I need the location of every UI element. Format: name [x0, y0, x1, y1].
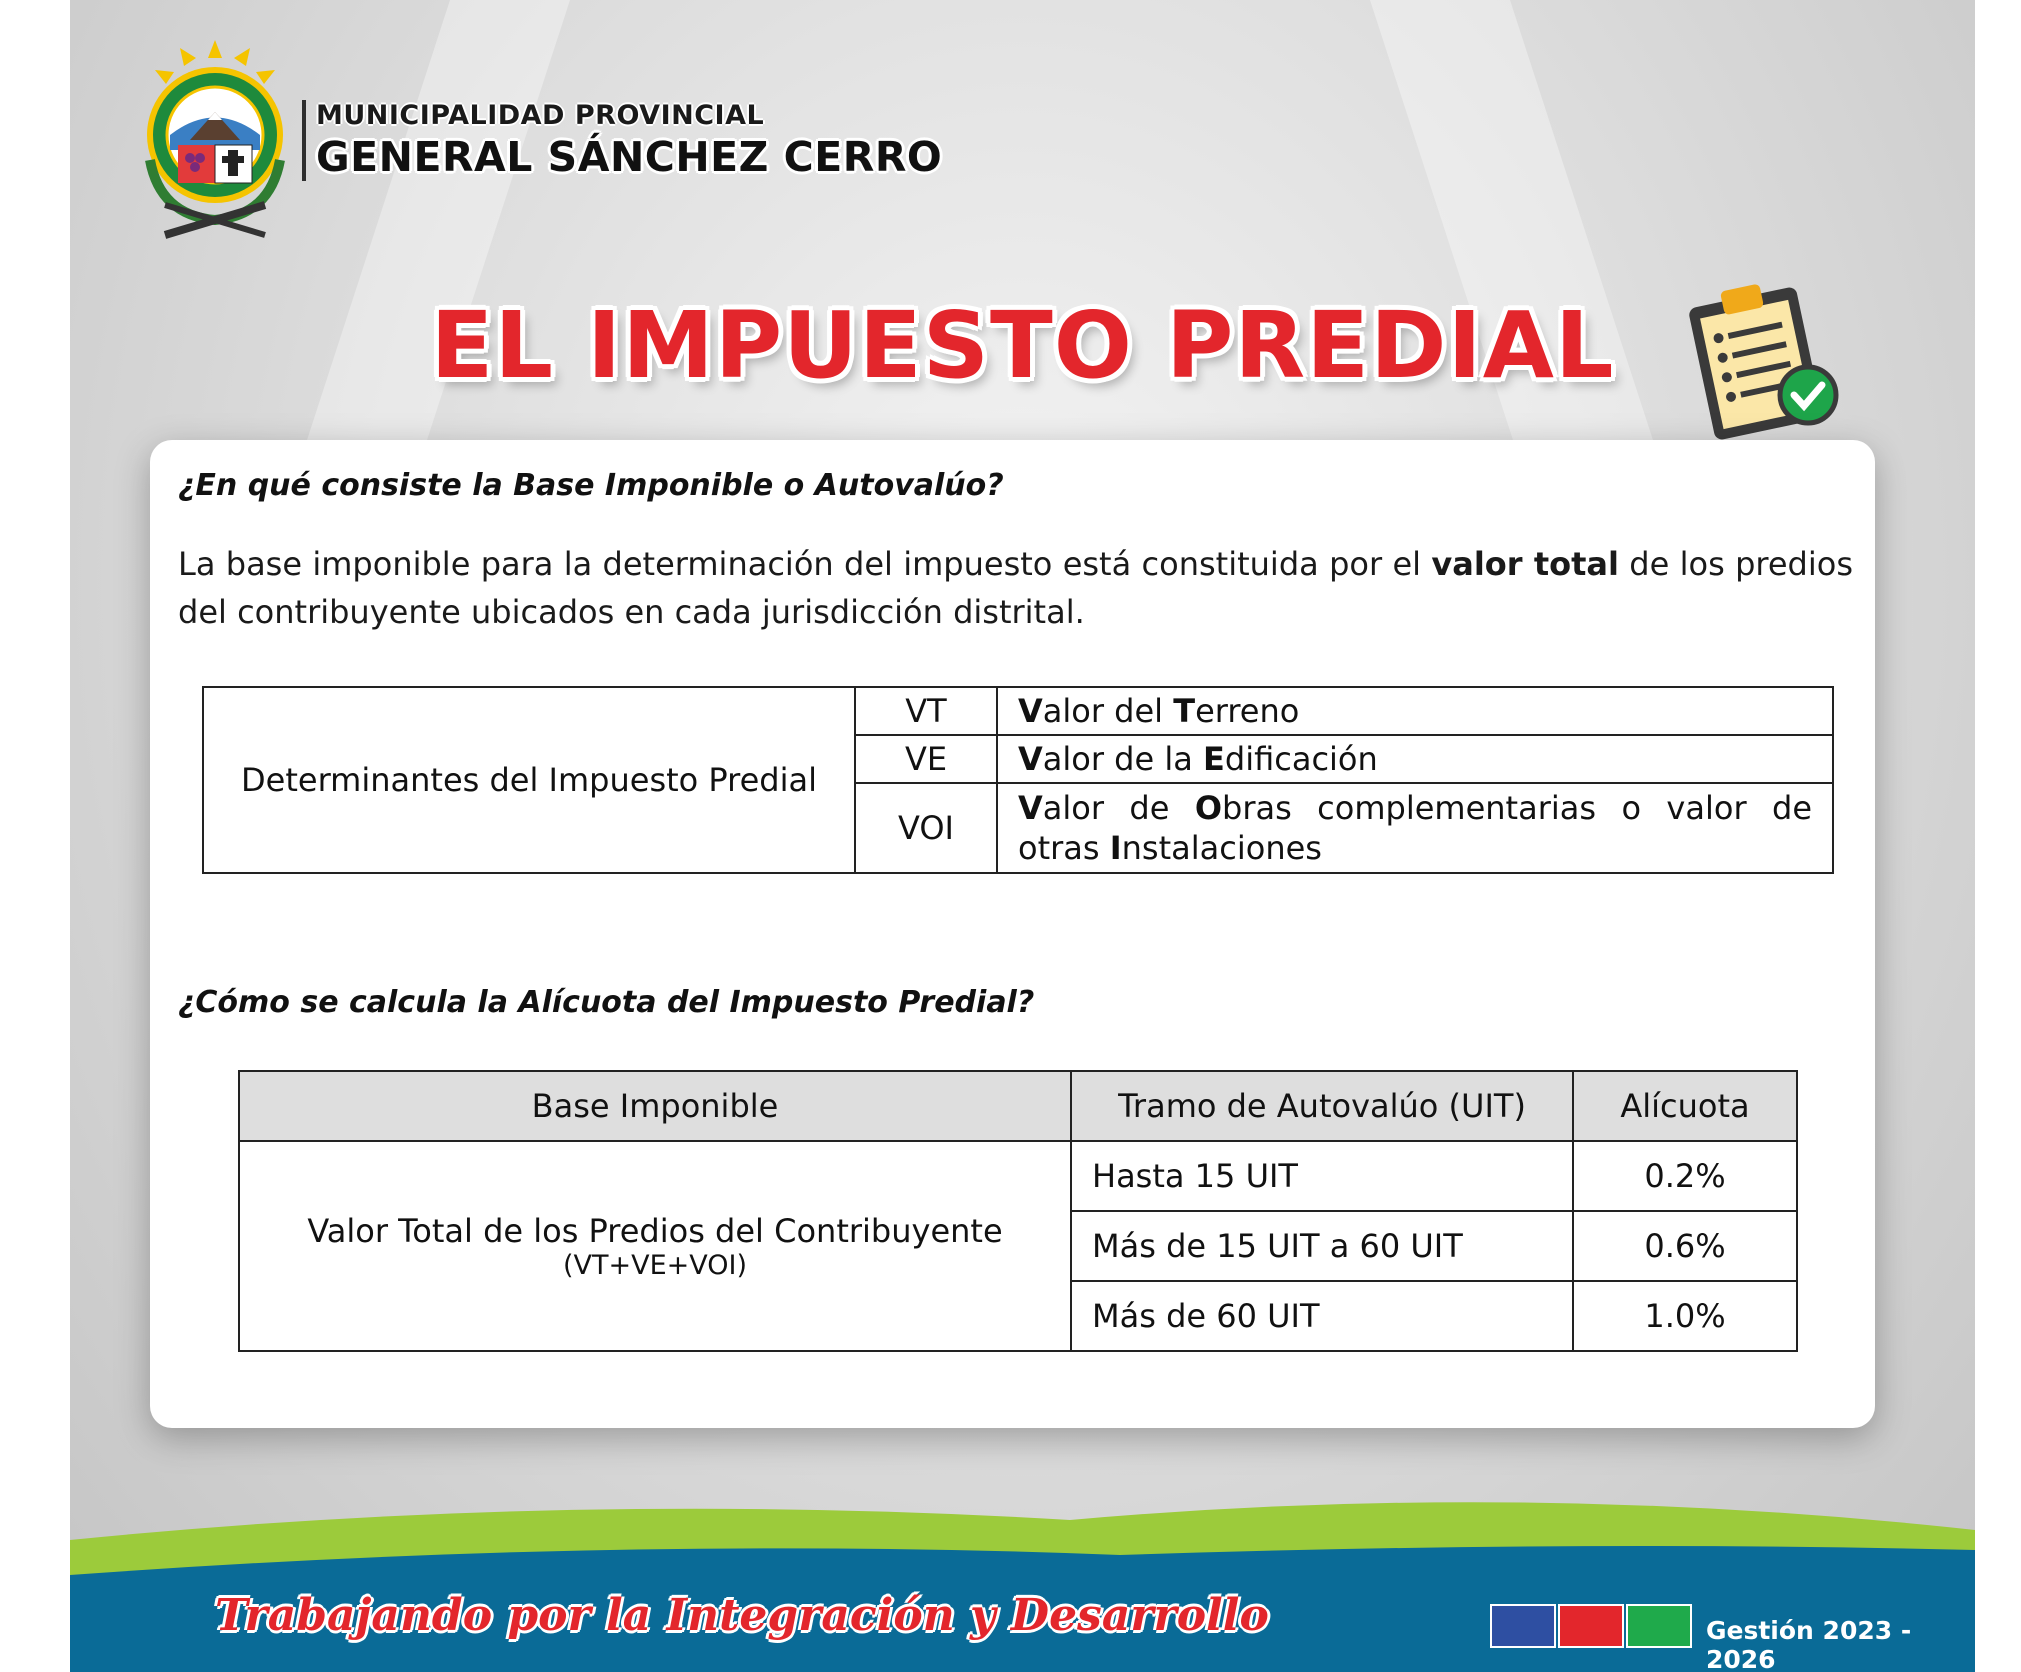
header-base-imponible: Base Imponible — [239, 1071, 1071, 1141]
question-base-imponible: ¿En qué consiste la Base Imponible o Autovalúo? — [178, 468, 1004, 503]
code-cell: VT — [855, 687, 997, 735]
para-text: La base imponible para la determinación del impuesto está constituida por el — [178, 545, 1432, 583]
alicuota-table — [238, 1070, 1798, 1352]
description-cell — [997, 735, 1833, 783]
initial-letter: E — [1203, 740, 1225, 778]
alicuota-cell: 0.6% — [1573, 1211, 1797, 1281]
gestion-period: Gestión 2023 - 2026 — [1706, 1616, 1912, 1672]
org-name-line2: GENERAL SÁNCHEZ CERRO — [316, 133, 943, 181]
desc-text: bras complementarias o valor de otras — [1018, 789, 1812, 867]
base-sub-text: (VT+VE+VOI) — [562, 1249, 748, 1281]
determinants-table — [202, 686, 1834, 874]
base-imponible-cell — [239, 1141, 1071, 1351]
organization-name — [302, 100, 942, 181]
color-square-blue — [1490, 1604, 1556, 1648]
poster-canvas — [70, 0, 1975, 1672]
desc-text: alor de — [1042, 789, 1195, 827]
alicuota-cell: 1.0% — [1573, 1281, 1797, 1351]
tramo-cell: Más de 15 UIT a 60 UIT — [1071, 1211, 1573, 1281]
description-cell — [997, 687, 1833, 735]
base-main-text: Valor Total de los Predios del Contribuyente — [307, 1211, 1003, 1250]
tramo-cell: Hasta 15 UIT — [1071, 1141, 1573, 1211]
color-square-red — [1558, 1604, 1624, 1648]
initial-letter: T — [1173, 692, 1196, 730]
footer-slogan: Trabajando por la Integración y Desarrollo — [215, 1590, 1269, 1641]
question-alicuota: ¿Cómo se calcula la Alícuota del Impuesto Predial? — [178, 985, 1035, 1020]
tramo-cell: Más de 60 UIT — [1071, 1281, 1573, 1351]
municipal-coat-of-arms — [130, 40, 300, 250]
table-row — [203, 687, 1833, 735]
desc-text: erreno — [1195, 692, 1300, 730]
initial-letter: V — [1018, 692, 1043, 730]
para-bold: valor total — [1431, 545, 1619, 583]
para-text: de los predios del contribuyente ubicados en cada jurisdicción distrital. — [178, 545, 1854, 631]
initial-letter: V — [1018, 789, 1043, 827]
color-square-green — [1626, 1604, 1692, 1648]
code-cell: VE — [855, 735, 997, 783]
desc-text: nstalaciones — [1121, 829, 1322, 867]
base-imponible-paragraph — [178, 540, 1853, 636]
alicuota-cell: 0.2% — [1573, 1141, 1797, 1211]
content-card — [150, 440, 1875, 1428]
description-cell — [997, 783, 1833, 873]
clipboard-check-icon — [1680, 275, 1845, 440]
initial-letter: I — [1109, 829, 1122, 867]
desc-text: alor de la — [1042, 740, 1204, 778]
determinants-label: Determinantes del Impuesto Predial — [203, 687, 855, 873]
org-name-line1: MUNICIPALIDAD PROVINCIAL — [316, 100, 765, 131]
table-row — [239, 1141, 1797, 1211]
header-tramo: Tramo de Autovalúo (UIT) — [1071, 1071, 1573, 1141]
desc-text: dificación — [1224, 740, 1378, 778]
table-header-row — [239, 1071, 1797, 1141]
initial-letter: O — [1194, 789, 1223, 827]
header-alicuota: Alícuota — [1573, 1071, 1797, 1141]
initial-letter: V — [1018, 740, 1043, 778]
desc-text: alor del — [1042, 692, 1174, 730]
page-title: EL IMPUESTO PREDIAL — [430, 292, 1615, 399]
code-cell: VOI — [855, 783, 997, 873]
